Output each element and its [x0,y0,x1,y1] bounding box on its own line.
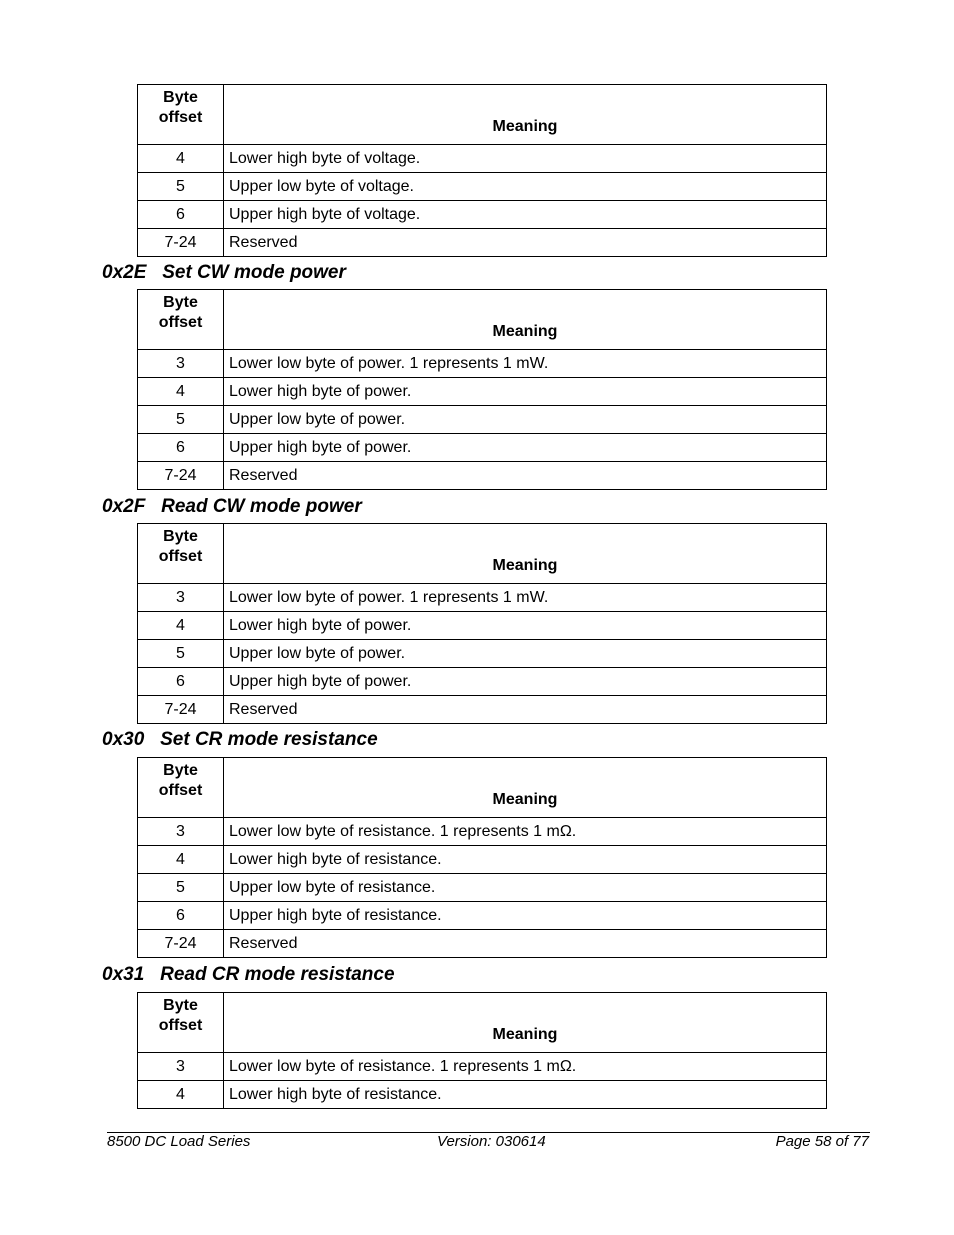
table-row [138,640,827,668]
meaning-cell: Reserved [224,696,827,724]
table-row [138,173,827,201]
byte-label: Byte [163,528,198,545]
offset-cell: 7-24 [138,229,224,257]
byte-label: Byte [163,997,198,1014]
table-row [138,818,827,846]
offset-label: offset [158,1017,203,1034]
offset-label: offset [158,314,203,331]
meaning-cell: Reserved [224,930,827,958]
offset-cell: 6 [138,201,224,229]
offset-cell: 3 [138,584,224,612]
offset-label: offset [158,548,203,565]
meaning-cell: Lower high byte of power. [224,612,827,640]
meaning-cell: Upper high byte of resistance. [224,902,827,930]
table-row [138,434,827,462]
offset-cell: 7-24 [138,462,224,490]
offset-cell: 3 [138,350,224,378]
table-row [138,846,827,874]
offset-cell: 4 [138,1081,224,1109]
byte-offset-header [138,524,224,584]
table-row [138,668,827,696]
table-row [138,902,827,930]
offset-cell: 4 [138,378,224,406]
byte-offset-header [138,290,224,350]
meaning-cell: Upper high byte of voltage. [224,201,827,229]
offset-cell: 4 [138,145,224,173]
offset-cell: 7-24 [138,930,224,958]
meaning-cell: Upper low byte of resistance. [224,874,827,902]
offset-cell: 5 [138,874,224,902]
table-row [138,874,827,902]
offset-cell: 5 [138,406,224,434]
table-row [138,378,827,406]
byte-table-voltage [137,84,827,257]
table-row [138,696,827,724]
byte-offset-header [138,993,224,1053]
section-heading-0x31: 0x31 Read CR mode resistance [102,964,395,985]
table-row [138,462,827,490]
offset-cell: 6 [138,668,224,696]
offset-cell: 6 [138,902,224,930]
section-heading-0x2e: 0x2E Set CW mode power [102,262,346,283]
meaning-header: Meaning [224,524,827,584]
meaning-cell: Lower high byte of voltage. [224,145,827,173]
meaning-header: Meaning [224,993,827,1053]
offset-cell: 3 [138,1053,224,1081]
meaning-cell: Lower low byte of resistance. 1 represents 1 mΩ. [224,1053,827,1081]
table-header-row [138,758,827,818]
offset-label: offset [158,782,203,799]
meaning-cell: Reserved [224,462,827,490]
offset-cell: 4 [138,612,224,640]
footer-version: Version: 030614 [437,1133,546,1150]
byte-label: Byte [163,762,198,779]
table-row [138,406,827,434]
section-heading-0x2f: 0x2F Read CW mode power [102,496,362,517]
meaning-cell: Upper high byte of power. [224,668,827,696]
meaning-cell: Reserved [224,229,827,257]
table-row [138,229,827,257]
offset-cell: 4 [138,846,224,874]
meaning-cell: Lower low byte of resistance. 1 represents 1 mΩ. [224,818,827,846]
offset-label: offset [158,109,203,126]
offset-cell: 5 [138,173,224,201]
table-row [138,1053,827,1081]
byte-label: Byte [163,294,198,311]
table-header-row [138,993,827,1053]
table-row [138,350,827,378]
meaning-cell: Lower high byte of resistance. [224,846,827,874]
table-row [138,145,827,173]
table-row [138,612,827,640]
table-row [138,584,827,612]
meaning-cell: Lower low byte of power. 1 represents 1 mW. [224,350,827,378]
table-row [138,1081,827,1109]
meaning-header: Meaning [224,758,827,818]
byte-table-read-cw-power [137,523,827,724]
section-heading-0x30: 0x30 Set CR mode resistance [102,729,378,750]
byte-table-set-cw-power [137,289,827,490]
table-header-row [138,524,827,584]
meaning-cell: Upper low byte of voltage. [224,173,827,201]
meaning-cell: Upper low byte of power. [224,640,827,668]
meaning-header: Meaning [224,290,827,350]
meaning-cell: Upper high byte of power. [224,434,827,462]
meaning-header: Meaning [224,85,827,145]
meaning-cell: Lower high byte of resistance. [224,1081,827,1109]
table-row [138,930,827,958]
meaning-cell: Lower high byte of power. [224,378,827,406]
offset-cell: 7-24 [138,696,224,724]
table-header-row [138,85,827,145]
byte-label: Byte [163,89,198,106]
footer-page-number: Page 58 of 77 [775,1133,869,1150]
meaning-cell: Lower low byte of power. 1 represents 1 mW. [224,584,827,612]
table-header-row [138,290,827,350]
footer-product: 8500 DC Load Series [107,1133,251,1150]
offset-cell: 6 [138,434,224,462]
byte-table-read-cr-resistance [137,992,827,1109]
table-row [138,201,827,229]
offset-cell: 3 [138,818,224,846]
byte-offset-header [138,758,224,818]
meaning-cell: Upper low byte of power. [224,406,827,434]
byte-table-set-cr-resistance [137,757,827,958]
offset-cell: 5 [138,640,224,668]
byte-offset-header [138,85,224,145]
